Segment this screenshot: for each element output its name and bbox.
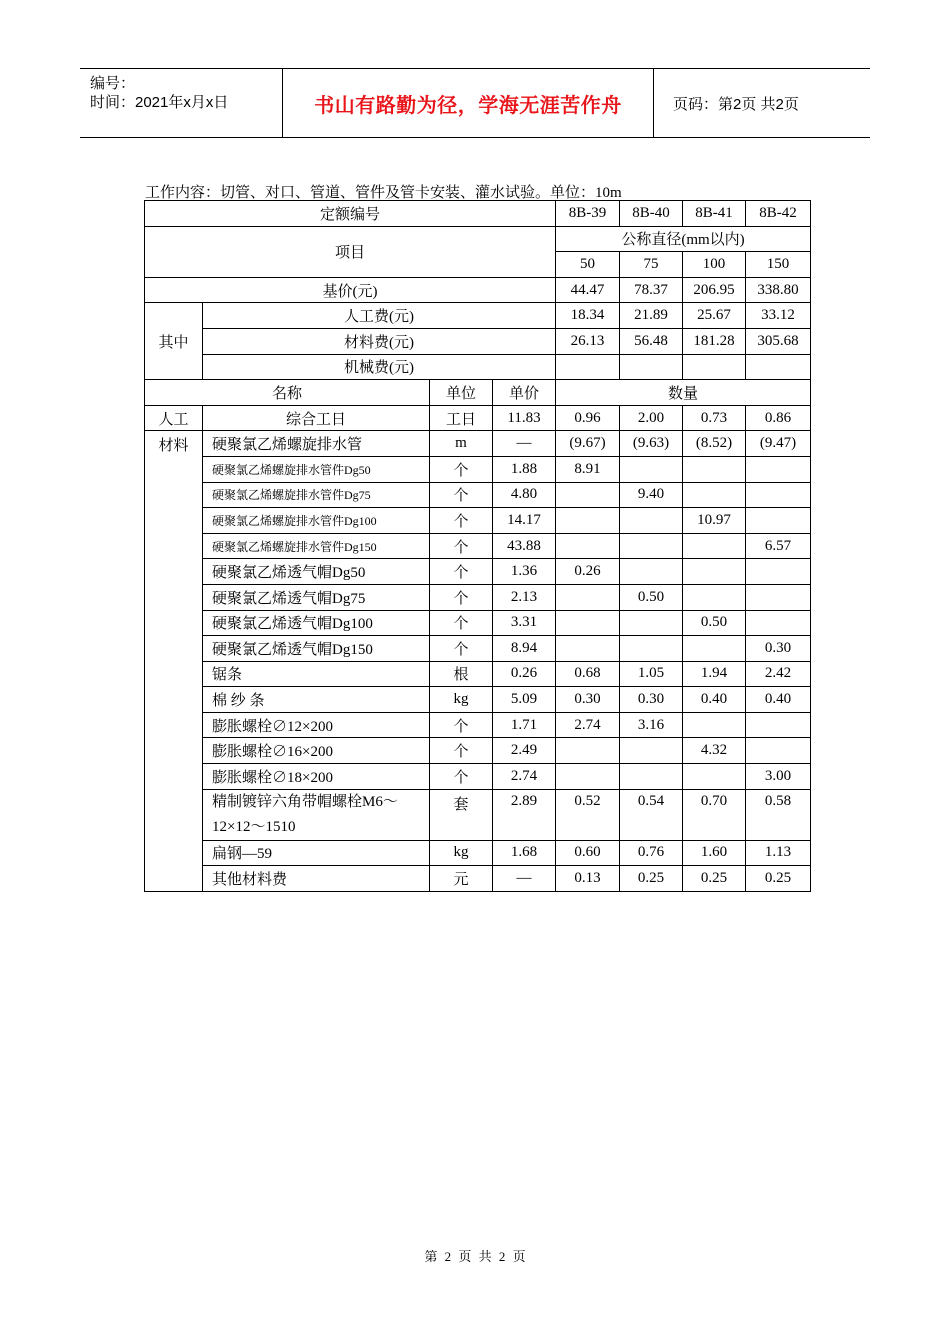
quantity-cell <box>620 559 683 585</box>
quantity-cell <box>556 764 620 790</box>
quantity-cell <box>556 482 620 508</box>
quantity-cell: 0.30 <box>620 687 683 713</box>
labor-fee-label: 人工费(元) <box>203 303 556 329</box>
machine-fee-cell <box>683 354 746 380</box>
quantity-cell: 0.68 <box>556 661 620 687</box>
quantity-cell <box>620 738 683 764</box>
quantity-cell <box>683 636 746 662</box>
quantity-cell: 0.76 <box>620 840 683 866</box>
quantity-cell: 0.96 <box>556 405 620 431</box>
quantity-cell: 1.94 <box>683 661 746 687</box>
quantity-cell <box>556 584 620 610</box>
quantity-cell <box>556 508 620 534</box>
quantity-cell <box>683 533 746 559</box>
quantity-header: 数量 <box>556 380 811 406</box>
unit-header: 单位 <box>430 380 493 406</box>
unit-cell: 个 <box>430 764 493 790</box>
price-cell: — <box>493 866 556 892</box>
base-price-cell: 206.95 <box>683 277 746 303</box>
quantity-cell <box>746 456 811 482</box>
material-name: 扁钢—59 <box>203 840 430 866</box>
material-name: 硬聚氯乙烯透气帽Dg150 <box>203 636 430 662</box>
quantity-cell: 0.25 <box>746 866 811 892</box>
quantity-cell: 8.91 <box>556 456 620 482</box>
unit-cell: 个 <box>430 456 493 482</box>
material-name: 硬聚氯乙烯透气帽Dg75 <box>203 584 430 610</box>
quantity-cell: 10.97 <box>683 508 746 534</box>
quantity-cell: 0.70 <box>683 789 746 840</box>
quantity-cell: 4.32 <box>683 738 746 764</box>
unit-cell: 套 <box>430 789 493 840</box>
quantity-cell <box>556 533 620 559</box>
material-row <box>145 482 811 508</box>
quantity-cell <box>683 559 746 585</box>
quota-code-cell: 8B-42 <box>746 201 811 227</box>
material-fee-label: 材料费(元) <box>203 328 556 354</box>
quantity-cell <box>620 636 683 662</box>
quantity-cell <box>683 584 746 610</box>
price-cell: 43.88 <box>493 533 556 559</box>
unit-cell: m <box>430 431 493 457</box>
unit-cell: 个 <box>430 584 493 610</box>
quantity-cell: 0.54 <box>620 789 683 840</box>
quota-code-cell: 8B-40 <box>620 201 683 227</box>
machine-fee-cell <box>620 354 683 380</box>
quantity-cell: 6.57 <box>746 533 811 559</box>
quantity-cell: (9.63) <box>620 431 683 457</box>
price-cell: 2.13 <box>493 584 556 610</box>
quantity-cell: 9.40 <box>620 482 683 508</box>
item-header-row <box>145 226 811 252</box>
quantity-cell <box>746 559 811 585</box>
material-fee-cell: 305.68 <box>746 328 811 354</box>
unit-cell: 个 <box>430 533 493 559</box>
material-row <box>145 712 811 738</box>
quantity-cell <box>556 738 620 764</box>
material-name: 其他材料费 <box>203 866 430 892</box>
column-header-row <box>145 380 811 406</box>
price-cell: 2.74 <box>493 764 556 790</box>
quantity-cell: 2.74 <box>556 712 620 738</box>
page-footer: 第 2 页 共 2 页 <box>424 1249 526 1264</box>
unit-cell: kg <box>430 687 493 713</box>
header-meta <box>80 69 283 137</box>
material-name: 膨胀螺栓∅16×200 <box>203 738 430 764</box>
quantity-cell: 0.58 <box>746 789 811 840</box>
labor-row <box>145 405 811 431</box>
diameter-cell: 50 <box>556 252 620 278</box>
quantity-cell: 0.50 <box>620 584 683 610</box>
price-cell: 2.49 <box>493 738 556 764</box>
material-row <box>145 456 811 482</box>
diameter-cell: 75 <box>620 252 683 278</box>
labor-fee-row <box>145 303 811 329</box>
material-category: 材料 <box>145 431 203 892</box>
price-cell: 1.36 <box>493 559 556 585</box>
document-number: 编号： <box>90 75 136 92</box>
material-row <box>145 584 811 610</box>
quantity-cell <box>683 712 746 738</box>
price-cell: 3.31 <box>493 610 556 636</box>
material-row <box>145 764 811 790</box>
quantity-cell: (9.47) <box>746 431 811 457</box>
quantity-cell <box>620 610 683 636</box>
price-cell: 2.89 <box>493 789 556 840</box>
work-description: 工作内容：切管、对口、管道、管件及管卡安装、灌水试验。单位：10m <box>145 185 622 201</box>
unit-cell: 根 <box>430 661 493 687</box>
material-fee-cell: 181.28 <box>683 328 746 354</box>
base-price-label: 基价(元) <box>145 277 556 303</box>
unit-cell: 个 <box>430 508 493 534</box>
material-row <box>145 789 811 840</box>
labor-fee-cell: 18.34 <box>556 303 620 329</box>
material-name: 硬聚氯乙烯螺旋排水管件Dg50 <box>203 456 430 482</box>
quantity-cell <box>556 610 620 636</box>
name-header: 名称 <box>145 380 430 406</box>
material-name: 硬聚氯乙烯螺旋排水管件Dg75 <box>203 482 430 508</box>
quantity-cell: 0.86 <box>746 405 811 431</box>
quantity-cell: 0.30 <box>556 687 620 713</box>
quantity-cell: 1.60 <box>683 840 746 866</box>
unit-cell: 个 <box>430 636 493 662</box>
quantity-cell: (9.67) <box>556 431 620 457</box>
base-price-row <box>145 277 811 303</box>
quantity-cell <box>683 764 746 790</box>
quantity-cell: 0.25 <box>683 866 746 892</box>
labor-fee-cell: 25.67 <box>683 303 746 329</box>
unit-cell: 个 <box>430 559 493 585</box>
unit-cell: 个 <box>430 482 493 508</box>
unit-cell: 元 <box>430 866 493 892</box>
quota-code-cell: 8B-41 <box>683 201 746 227</box>
diameter-label: 公称直径(mm以内) <box>556 226 811 252</box>
quantity-cell: 0.26 <box>556 559 620 585</box>
quota-code-row <box>145 201 811 227</box>
quantity-cell <box>746 508 811 534</box>
price-cell: — <box>493 431 556 457</box>
diameter-cell: 100 <box>683 252 746 278</box>
quantity-cell: 0.52 <box>556 789 620 840</box>
quantity-cell: 0.40 <box>746 687 811 713</box>
quantity-cell: 0.13 <box>556 866 620 892</box>
price-cell: 5.09 <box>493 687 556 713</box>
material-name: 综合工日 <box>203 405 430 431</box>
material-row <box>145 661 811 687</box>
material-fee-cell: 56.48 <box>620 328 683 354</box>
quota-code-cell: 8B-39 <box>556 201 620 227</box>
item-label: 项目 <box>145 226 556 277</box>
quantity-cell: 0.73 <box>683 405 746 431</box>
material-row <box>145 636 811 662</box>
labor-fee-cell: 33.12 <box>746 303 811 329</box>
price-cell: 1.88 <box>493 456 556 482</box>
material-row <box>145 738 811 764</box>
material-fee-row <box>145 328 811 354</box>
quantity-cell <box>620 456 683 482</box>
material-name: 硬聚氯乙烯螺旋排水管 <box>203 431 430 457</box>
material-name: 膨胀螺栓∅12×200 <box>203 712 430 738</box>
unit-cell: 工日 <box>430 405 493 431</box>
among-label: 其中 <box>145 303 203 380</box>
labor-category: 人工 <box>145 405 203 431</box>
unit-cell: 个 <box>430 712 493 738</box>
machine-fee-cell <box>556 354 620 380</box>
base-price-cell: 78.37 <box>620 277 683 303</box>
material-name: 精制镀锌六角带帽螺栓M6～12×12～1510 <box>203 789 430 840</box>
machine-fee-cell <box>746 354 811 380</box>
quota-code-label: 定额编号 <box>145 201 556 227</box>
document-time: 时间：2021年x月x日 <box>90 94 229 111</box>
quota-table <box>144 200 811 892</box>
quantity-cell <box>746 482 811 508</box>
material-name: 硬聚氯乙烯螺旋排水管件Dg100 <box>203 508 430 534</box>
quantity-cell: (8.52) <box>683 431 746 457</box>
material-name: 膨胀螺栓∅18×200 <box>203 764 430 790</box>
quantity-cell <box>683 456 746 482</box>
quantity-cell: 1.13 <box>746 840 811 866</box>
quantity-cell <box>620 764 683 790</box>
quantity-cell: 0.40 <box>683 687 746 713</box>
quantity-cell <box>746 584 811 610</box>
quantity-cell <box>620 533 683 559</box>
material-fee-cell: 26.13 <box>556 328 620 354</box>
page-indicator: 页码：第2页 共2页 <box>673 95 799 113</box>
unit-cell: 个 <box>430 738 493 764</box>
quantity-cell: 1.05 <box>620 661 683 687</box>
material-name: 棉 纱 条 <box>203 687 430 713</box>
machine-fee-label: 机械费(元) <box>203 354 556 380</box>
quantity-cell: 2.42 <box>746 661 811 687</box>
price-cell: 4.80 <box>493 482 556 508</box>
base-price-cell: 44.47 <box>556 277 620 303</box>
quantity-cell: 0.60 <box>556 840 620 866</box>
quantity-cell: 0.50 <box>683 610 746 636</box>
quantity-cell <box>746 610 811 636</box>
material-row <box>145 840 811 866</box>
header-motto: 书山有路勤为径，学海无涯苦作舟 <box>283 69 654 137</box>
quantity-cell: 3.00 <box>746 764 811 790</box>
price-cell: 11.83 <box>493 405 556 431</box>
material-name: 硬聚氯乙烯螺旋排水管件Dg150 <box>203 533 430 559</box>
material-row <box>145 866 811 892</box>
material-name: 硬聚氯乙烯透气帽Dg100 <box>203 610 430 636</box>
quantity-cell: 3.16 <box>620 712 683 738</box>
labor-fee-cell: 21.89 <box>620 303 683 329</box>
page-header <box>80 68 870 138</box>
material-row <box>145 687 811 713</box>
quantity-cell: 0.30 <box>746 636 811 662</box>
material-row <box>145 610 811 636</box>
machine-fee-row <box>145 354 811 380</box>
unit-cell: kg <box>430 840 493 866</box>
quantity-cell <box>620 508 683 534</box>
quantity-cell <box>683 482 746 508</box>
diameter-cell: 150 <box>746 252 811 278</box>
quantity-cell <box>746 712 811 738</box>
material-row <box>145 533 811 559</box>
price-cell: 0.26 <box>493 661 556 687</box>
material-name: 硬聚氯乙烯透气帽Dg50 <box>203 559 430 585</box>
material-name: 锯条 <box>203 661 430 687</box>
quantity-cell <box>746 738 811 764</box>
material-row <box>145 508 811 534</box>
price-cell: 1.68 <box>493 840 556 866</box>
price-cell: 1.71 <box>493 712 556 738</box>
quantity-cell: 2.00 <box>620 405 683 431</box>
price-cell: 8.94 <box>493 636 556 662</box>
material-row <box>145 431 811 457</box>
material-row <box>145 559 811 585</box>
quantity-cell: 0.25 <box>620 866 683 892</box>
base-price-cell: 338.80 <box>746 277 811 303</box>
unit-price-header: 单价 <box>493 380 556 406</box>
price-cell: 14.17 <box>493 508 556 534</box>
unit-cell: 个 <box>430 610 493 636</box>
quantity-cell <box>556 636 620 662</box>
